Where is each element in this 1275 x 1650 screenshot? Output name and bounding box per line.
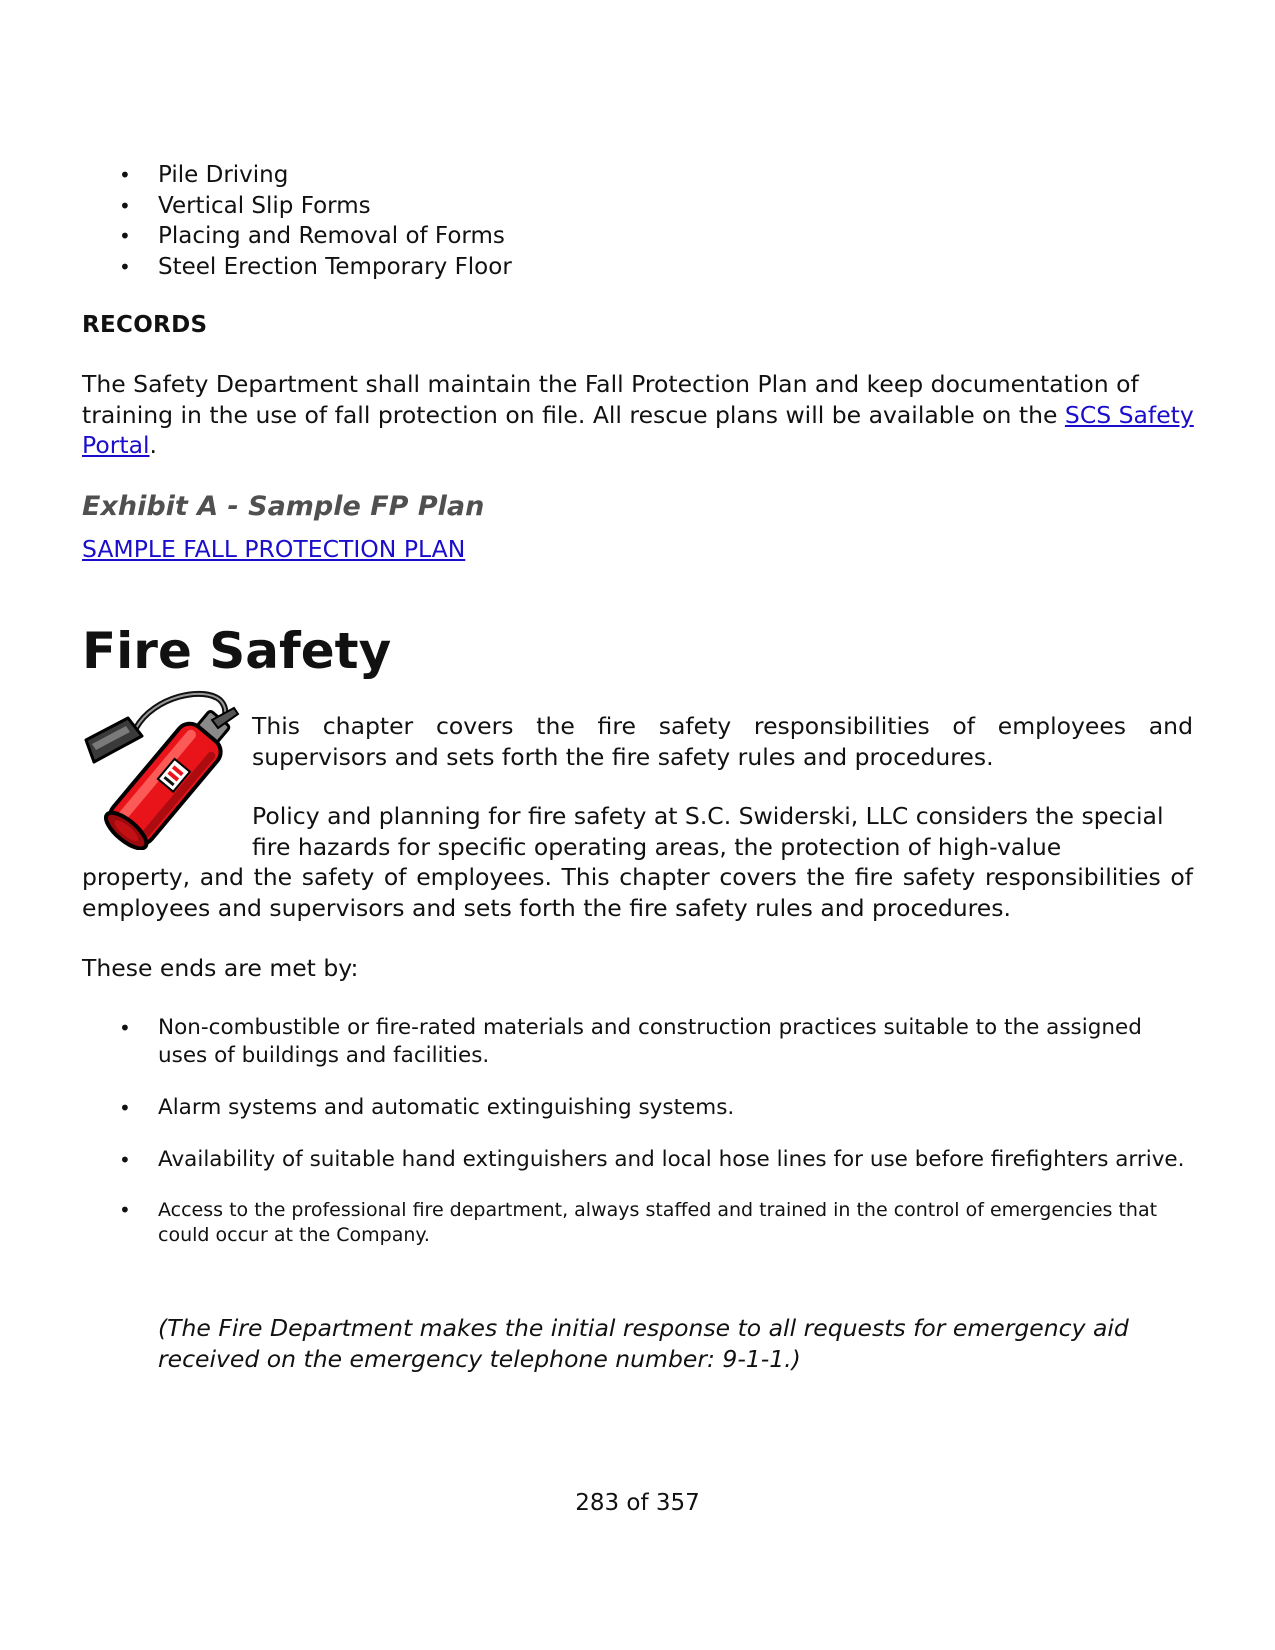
list-item: • Alarm systems and automatic extinguishing systems.	[82, 1094, 1193, 1122]
sample-plan-link[interactable]: SAMPLE FALL PROTECTION PLAN	[82, 535, 466, 563]
list-item: • Pile Driving	[82, 160, 512, 191]
list-item: • Availability of suitable hand extinguishers and local hose lines for use before firefighters arrive.	[82, 1146, 1193, 1174]
list-item: • Vertical Slip Forms	[82, 191, 512, 222]
ends-intro: These ends are met by:	[82, 954, 359, 982]
list-item: • Access to the professional fire department, always staffed and trained in the control of emergencies that could occur at the Company.	[82, 1198, 1193, 1248]
records-text: The Safety Department shall maintain the Fall Protection Plan and keep documentation of training in the use of fall protection on file. All rescue plans will be available on the	[82, 370, 1139, 429]
list-item: • Placing and Removal of Forms	[82, 221, 512, 252]
policy-line: Policy and planning for fire safety at S.C. Swiderski, LLC considers the special	[252, 802, 1164, 830]
emergency-note: (The Fire Department makes the initial response to all requests for emergency aid received on the emergency telephone number: 9-1-1.)	[158, 1314, 1129, 1373]
exhibit-heading: Exhibit A - Sample FP Plan	[82, 491, 485, 522]
records-paragraph	[82, 369, 1197, 461]
records-text-end: .	[149, 431, 158, 459]
records-heading: RECORDS	[82, 312, 208, 338]
ends-list	[82, 1014, 1193, 1248]
policy-text: property, and the safety of employees. This chapter covers the fire safety responsibilities of employees and supervisors and sets forth the fire safety rules and procedures.	[82, 863, 1193, 922]
policy-line: fire hazards for specific operating areas, the protection of high-value	[252, 832, 1062, 861]
list-item: • Non-combustible or fire-rated materials and construction practices suitable to the assigned uses of buildings and facilities.	[82, 1014, 1193, 1070]
page-title: Fire Safety	[82, 622, 392, 680]
list-item: • Steel Erection Temporary Floor	[82, 252, 512, 283]
policy-paragraph	[82, 801, 1193, 923]
safety-portal-link[interactable]: SCS Safety Portal	[82, 400, 1194, 459]
intro-paragraph: This chapter covers the fire safety responsibilities of employees and supervisors and sets forth the fire safety rules and procedures.	[252, 712, 1193, 771]
page-number: 283 of 357	[575, 1490, 700, 1516]
activity-list	[82, 160, 512, 282]
